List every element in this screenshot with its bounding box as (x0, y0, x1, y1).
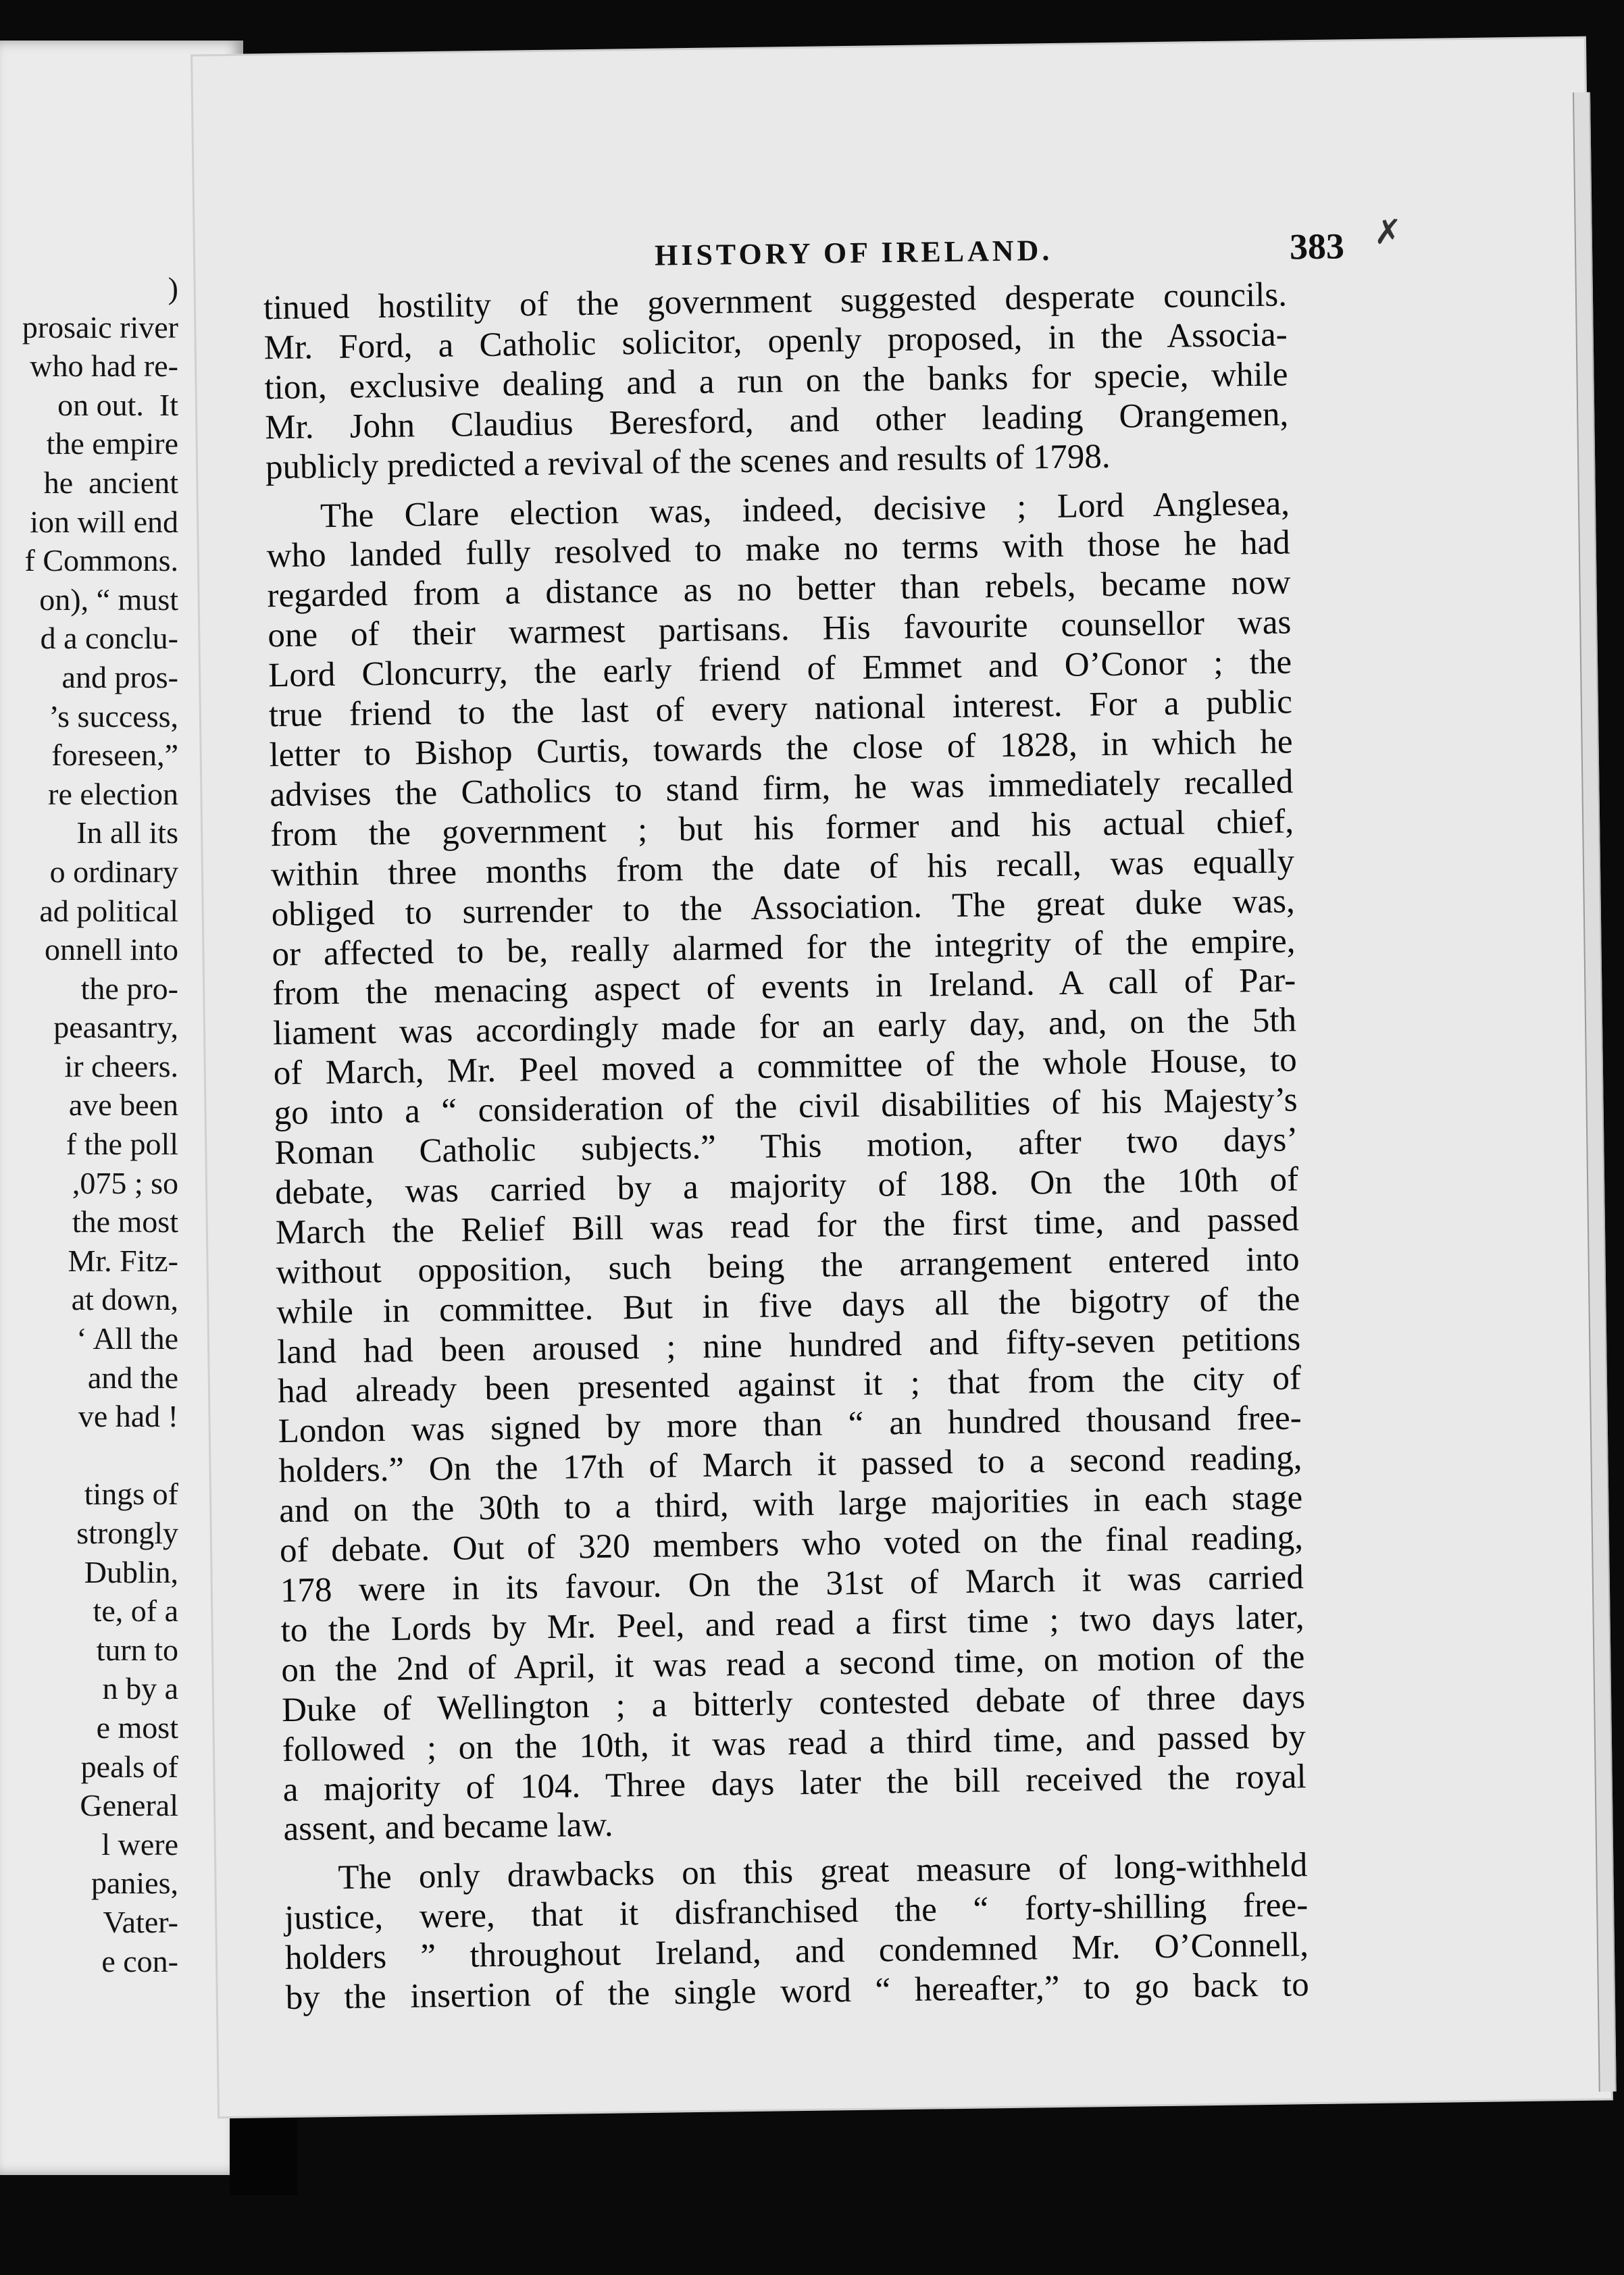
previous-page-line: f the poll (66, 1127, 178, 1162)
text-line: tion, exclusive dealing and a run on the banks for specie, while (264, 355, 1288, 407)
text-line: from the government ; but his former and his actual chief, (270, 802, 1294, 854)
previous-page-line: onnell into (44, 932, 178, 967)
previous-page-line: Dublin, (84, 1554, 178, 1589)
previous-page-line: e con- (101, 1943, 178, 1978)
previous-page-line: the pro- (80, 971, 178, 1006)
previous-page-line: e most (96, 1710, 178, 1745)
text-line: Roman Catholic subjects.” This motion, after two days’ (274, 1121, 1298, 1173)
previous-page-line: on), “ must (39, 582, 178, 617)
previous-page-line: ir cheers. (64, 1048, 178, 1083)
page-number: 383 (1289, 226, 1345, 267)
previous-page-line: ,075 ; so (72, 1165, 178, 1200)
previous-page-line: f Commons. (24, 543, 178, 578)
text-line: holders.” On the 17th of March it passed to a second reading, (278, 1439, 1302, 1491)
text-line: justice, were, that it disfranchised the “ forty-shilling free- (284, 1886, 1309, 1938)
previous-page-line: tings of (84, 1477, 178, 1512)
previous-page-line: and the (87, 1360, 178, 1395)
previous-page-line: prosaic river (22, 309, 178, 344)
text-line: assent, and became law. (283, 1806, 613, 1849)
text-line: one of their warmest partisans. His favourite counsellor was (267, 603, 1292, 655)
previous-page-line: ion will end (30, 504, 178, 539)
previous-page-text (22, 269, 178, 1980)
previous-page-line: General (80, 1788, 178, 1823)
text-line: by the insertion of the single word “ hereafter,” to go back to (285, 1966, 1310, 2018)
previous-page-line: ad political (39, 893, 178, 928)
previous-page-line: peals of (80, 1749, 178, 1784)
text-line: The Clare election was, indeed, decisive ; Lord Anglesea, (320, 484, 1290, 535)
previous-page-line: o ordinary (49, 854, 178, 889)
text-line: from the menacing aspect of events in Ireland. A call of Par- (272, 961, 1296, 1013)
text-line: regarded from a distance as no better than rebels, became now (267, 563, 1291, 615)
text-line: a majority of 104. Three days later the bill received the royal (282, 1757, 1306, 1809)
previous-page-line: ‘ All the (76, 1321, 178, 1356)
text-line: who landed fully resolved to make no terms with those he had (266, 523, 1291, 576)
previous-page-line: he ancient (43, 465, 178, 500)
running-title: HISTORY OF IRELAND. (654, 233, 1053, 272)
text-line: of debate. Out of 320 members who voted on the final reading, (279, 1518, 1304, 1570)
previous-page-line: turn to (96, 1632, 178, 1667)
previous-page-line: l were (101, 1826, 178, 1862)
text-line: letter to Bishop Curtis, towards the close of 1828, in which he (269, 723, 1293, 775)
previous-page-line: at down, (71, 1282, 178, 1317)
previous-page-line: re election (48, 776, 178, 811)
page-edge (1573, 93, 1617, 2092)
text-line: within three months from the date of his recall, was equally (270, 842, 1295, 894)
text-line: debate, was carried by a majority of 188. On the 10th of (274, 1160, 1299, 1212)
text-line: without opposition, such being the arrangement entered into (276, 1240, 1300, 1292)
paragraph (284, 1846, 1309, 2018)
previous-page-line: ’s success, (49, 698, 178, 734)
pencil-mark-icon: ✗ (1373, 213, 1402, 251)
text-line: Mr. John Claudius Beresford, and other leading Orangemen, (264, 395, 1289, 446)
text-line: obliged to surrender to the Association. The great duke was, (271, 881, 1295, 934)
previous-page-line: ave been (68, 1088, 178, 1123)
text-line: publicly predicted a revival of the scenes and results of 1798. (265, 437, 1111, 486)
paragraph (263, 275, 1290, 487)
running-head (195, 213, 1588, 285)
text-line: of March, Mr. Peel moved a committee of the whole House, to (273, 1041, 1298, 1093)
previous-page-line: In all its (76, 815, 178, 850)
previous-page-line: peasantry, (53, 1010, 178, 1045)
text-line: liament was accordingly made for an early day, and, on the 5th (272, 1001, 1297, 1053)
previous-page-line: n by a (102, 1671, 178, 1706)
previous-page-line: panies, (91, 1866, 178, 1901)
previous-page-line: and pros- (61, 659, 178, 694)
previous-page-line: foreseen,” (51, 738, 178, 773)
text-line: Mr. Ford, a Catholic solicitor, openly proposed, in the Associa- (263, 315, 1288, 367)
current-page (193, 39, 1611, 2117)
paragraph (266, 484, 1307, 1849)
previous-page-line (22, 1436, 178, 1475)
text-line: or affected to be, really alarmed for the integrity of the empire, (272, 921, 1296, 973)
text-line: London was signed by more than “ an hundred thousand free- (278, 1399, 1302, 1451)
text-line: advises the Catholics to stand firm, he was immediately recalled (270, 763, 1294, 815)
text-line: holders ” throughout Ireland, and condemned Mr. O’Connell, (284, 1926, 1309, 1978)
text-line: to the Lords by Mr. Peel, and read a first time ; two days later, (280, 1598, 1304, 1650)
body-text (263, 275, 1309, 2018)
previous-page-line: ) (168, 271, 178, 305)
previous-page-line: Vater- (103, 1904, 178, 1939)
previous-page-line: d a conclu- (40, 621, 178, 656)
previous-page-line: who had re- (30, 349, 178, 384)
text-line: while in committee. But in five days all the bigotry of the (276, 1279, 1300, 1331)
text-line: tinued hostility of the government suggested desperate councils. (263, 276, 1288, 328)
previous-page-line: strongly (76, 1516, 178, 1550)
text-line: land had been aroused ; nine hundred and fifty-seven petitions (276, 1319, 1301, 1371)
text-line: Duke of Wellington ; a bitterly contested debate of three days (281, 1677, 1306, 1729)
previous-page-line: te, of a (93, 1593, 178, 1629)
text-line: true friend to the last of every national interest. For a public (268, 683, 1293, 735)
previous-page-line: Mr. Fitz- (68, 1243, 178, 1278)
previous-page-line: ve had ! (78, 1399, 178, 1434)
text-line: had already been presented against it ; that from the city of (277, 1359, 1302, 1411)
text-line: Lord Cloncurry, the early friend of Emmet and O’Conor ; the (268, 643, 1292, 695)
previous-page-line: on out. It (57, 387, 178, 422)
text-line: March the Relief Bill was read for the first time, and passed (275, 1200, 1300, 1252)
text-line: The only drawbacks on this great measure of long-withheld (338, 1846, 1308, 1897)
text-line: go into a “ consideration of the civil disabilities of his Majesty’s (274, 1081, 1298, 1133)
previous-page-line: the empire (46, 426, 178, 461)
previous-page-line: the most (72, 1204, 178, 1239)
text-line: 178 were in its favour. On the 31st of March it was carried (280, 1558, 1304, 1610)
text-line: followed ; on the 10th, it was read a third time, and passed by (282, 1717, 1306, 1769)
text-line: and on the 30th to a third, with large majorities in each stage (278, 1479, 1303, 1531)
text-line: on the 2nd of April, it was read a second time, on motion of the (281, 1638, 1305, 1689)
